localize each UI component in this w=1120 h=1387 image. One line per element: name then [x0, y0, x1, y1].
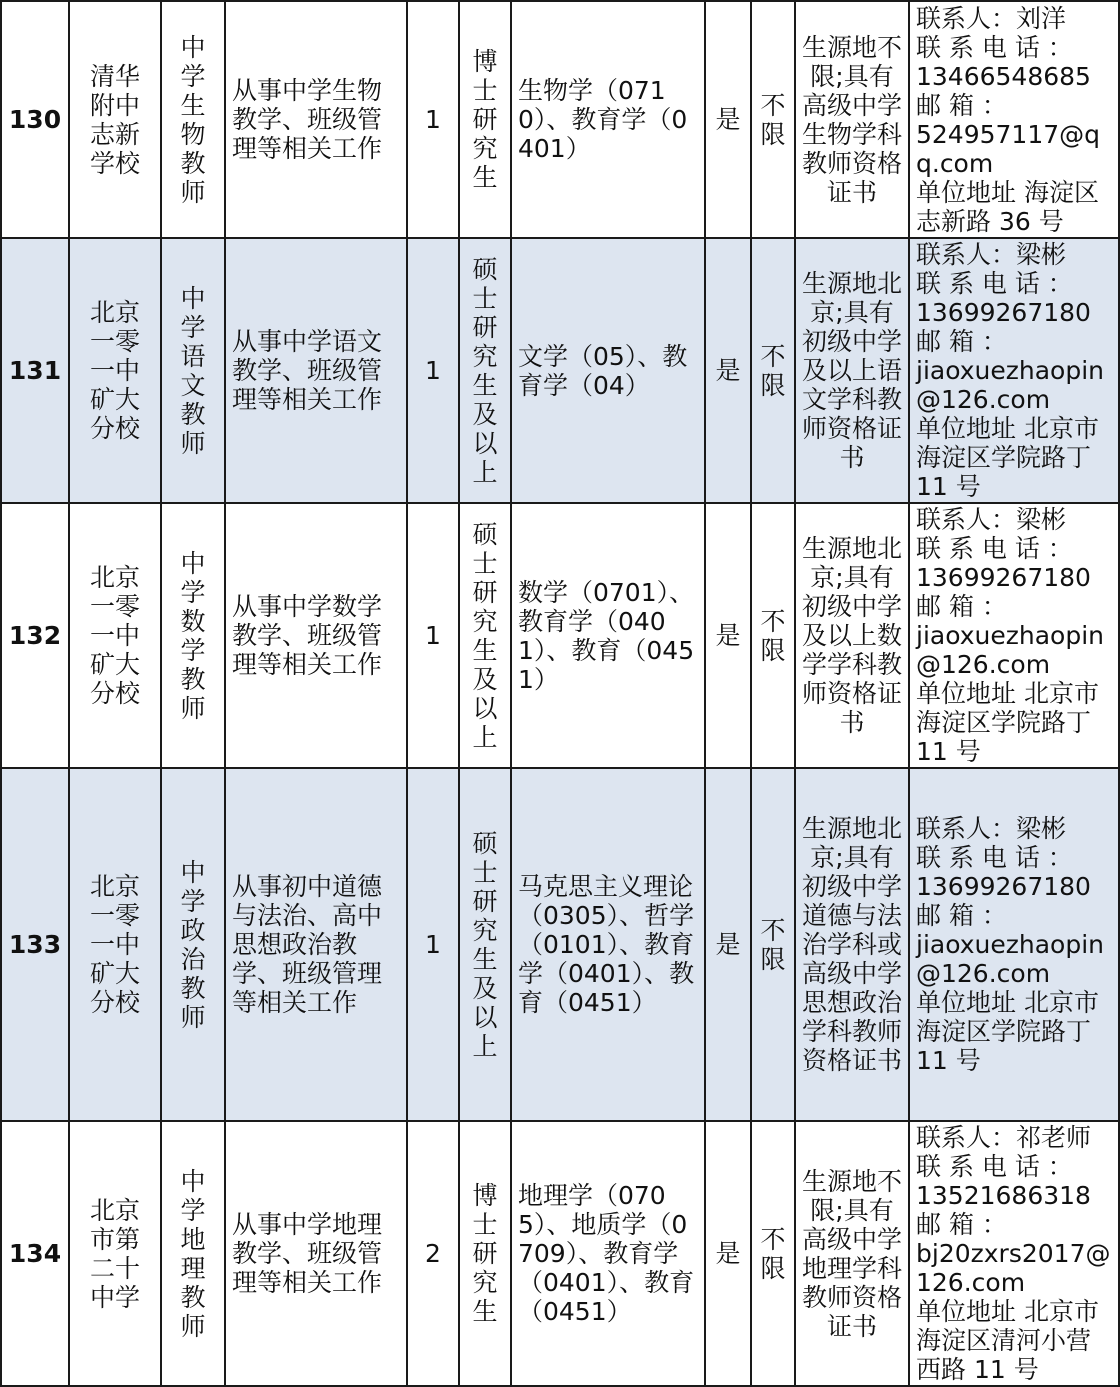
hire-count: 1 — [407, 503, 459, 768]
unit-address: 海淀区清河小营 — [916, 1326, 1092, 1355]
email-address: 524957117@q — [916, 119, 1101, 149]
age-limit: 不限 — [760, 1224, 786, 1283]
row-number: 133 — [1, 768, 69, 1121]
unit-address: 海淀区学院路丁 — [916, 1017, 1092, 1046]
job-duty: 从事初中道德与法治、高中思想政治教学、班级管理等相关工作 — [225, 768, 407, 1121]
unit-address: 志新路 36 号 — [916, 206, 1064, 236]
contact-info — [909, 768, 1119, 1121]
email-address: q.com — [916, 148, 994, 178]
unit-address: 单位地址 北京市 — [916, 988, 1099, 1017]
major-requirement: 马克思主义理论（0305）、哲学（0101）、教育学（0401）、教育（0451） — [511, 768, 705, 1121]
hire-count: 1 — [407, 768, 459, 1121]
education-level: 博士研究生 — [472, 47, 498, 192]
flag-value: 是 — [705, 238, 751, 503]
employer-unit: 北京市第二十中学 — [89, 1195, 140, 1312]
unit-address: 西路 11 号 — [916, 1355, 1039, 1384]
flag-value: 是 — [705, 768, 751, 1121]
other-requirement: 生源地北京;具有初级中学及以上数学学科教师资格证书 — [795, 503, 909, 768]
hire-count: 1 — [407, 238, 459, 503]
contact-person: 联系人：梁彬 — [916, 814, 1067, 843]
age-limit: 不限 — [760, 90, 786, 149]
job-duty: 从事中学地理教学、班级管理等相关工作 — [225, 1121, 407, 1386]
table-row — [1, 1, 1119, 238]
unit-address: 11 号 — [916, 472, 981, 501]
job-duty: 从事中学生物教学、班级管理等相关工作 — [225, 1, 407, 238]
unit-address: 单位地址 北京市 — [916, 679, 1099, 708]
unit-address: 单位地址 北京市 — [916, 414, 1099, 443]
hire-count: 2 — [407, 1121, 459, 1386]
position-name: 中学地理教师 — [180, 1166, 206, 1341]
flag-value: 是 — [705, 503, 751, 768]
education-level: 博士研究生 — [472, 1181, 498, 1326]
contact-person: 联系人：祁老师 — [916, 1123, 1092, 1152]
email-address: jiaoxuezhaopin — [916, 356, 1105, 385]
job-duty: 从事中学数学教学、班级管理等相关工作 — [225, 503, 407, 768]
position-name: 中学政治教师 — [180, 857, 206, 1032]
contact-person: 联系人：梁彬 — [916, 505, 1067, 534]
other-requirement: 生源地不限;具有高级中学生物学科教师资格证书 — [795, 1, 909, 238]
email-label: 邮 箱 ： — [916, 1210, 1007, 1239]
row-number: 132 — [1, 503, 69, 768]
phone-number: 13521686318 — [916, 1181, 1091, 1210]
email-address: @126.com — [916, 650, 1051, 679]
contact-info — [909, 238, 1119, 503]
hire-count: 1 — [407, 1, 459, 238]
employer-unit: 北京一零一中矿大分校 — [89, 298, 140, 443]
age-limit: 不限 — [760, 915, 786, 974]
education-level: 硕士研究生及以上 — [472, 828, 498, 1061]
unit-address: 单位地址 北京市 — [916, 1297, 1099, 1326]
education-level: 硕士研究生及以上 — [472, 519, 498, 752]
table-row — [1, 1121, 1119, 1386]
other-requirement: 生源地北京;具有初级中学道德与法治学科或高级中学思想政治学科教师资格证书 — [795, 768, 909, 1121]
age-limit: 不限 — [760, 606, 786, 665]
email-address: @126.com — [916, 959, 1051, 988]
unit-address: 单位地址 海淀区 — [916, 177, 1099, 207]
email-address: jiaoxuezhaopin — [916, 621, 1105, 650]
phone-label: 联 系 电 话 ： — [916, 269, 1073, 298]
major-requirement: 文学（05）、教育学（04） — [511, 238, 705, 503]
other-requirement: 生源地不限;具有高级中学地理学科教师资格证书 — [795, 1121, 909, 1386]
table-row — [1, 768, 1119, 1121]
unit-address: 海淀区学院路丁 — [916, 708, 1092, 737]
row-number: 131 — [1, 238, 69, 503]
education-level: 硕士研究生及以上 — [472, 254, 498, 487]
employer-unit: 北京一零一中矿大分校 — [89, 872, 140, 1017]
unit-address: 11 号 — [916, 1046, 981, 1075]
phone-number: 13466548685 — [916, 61, 1091, 91]
contact-person: 联系人：梁彬 — [916, 240, 1067, 269]
major-requirement: 数学（0701）、教育学（0401）、教育（0451） — [511, 503, 705, 768]
flag-value: 是 — [705, 1, 751, 238]
email-address: 126.com — [916, 1268, 1026, 1297]
contact-info — [909, 1121, 1119, 1386]
phone-label: 联 系 电 话 ： — [916, 843, 1073, 872]
position-name: 中学生物教师 — [180, 32, 206, 207]
position-name: 中学数学教师 — [180, 548, 206, 723]
employer-unit: 北京一零一中矿大分校 — [89, 563, 140, 708]
email-address: bj20zxrs2017@ — [916, 1239, 1111, 1268]
contact-person: 联系人：刘洋 — [916, 3, 1067, 33]
phone-label: 联 系 电 话 ： — [916, 32, 1073, 62]
email-address: jiaoxuezhaopin — [916, 930, 1105, 959]
unit-address: 海淀区学院路丁 — [916, 443, 1092, 472]
row-number: 134 — [1, 1121, 69, 1386]
email-label: 邮 箱 ： — [916, 90, 1007, 120]
email-label: 邮 箱 ： — [916, 592, 1007, 621]
contact-info — [909, 1, 1119, 238]
contact-info — [909, 503, 1119, 768]
flag-value: 是 — [705, 1121, 751, 1386]
position-name: 中学语文教师 — [180, 283, 206, 458]
age-limit: 不限 — [760, 341, 786, 400]
email-address: @126.com — [916, 385, 1051, 414]
phone-number: 13699267180 — [916, 563, 1091, 592]
email-label: 邮 箱 ： — [916, 327, 1007, 356]
unit-address: 11 号 — [916, 737, 981, 766]
employer-unit: 清华附中志新学校 — [89, 61, 140, 178]
table-row — [1, 503, 1119, 768]
phone-number: 13699267180 — [916, 872, 1091, 901]
phone-number: 13699267180 — [916, 298, 1091, 327]
major-requirement: 生物学（0710）、教育学（0401） — [511, 1, 705, 238]
major-requirement: 地理学（0705）、地质学（0709）、教育学（0401）、教育（0451） — [511, 1121, 705, 1386]
phone-label: 联 系 电 话 ： — [916, 534, 1073, 563]
table-row — [1, 238, 1119, 503]
email-label: 邮 箱 ： — [916, 901, 1007, 930]
row-number: 130 — [1, 1, 69, 238]
job-duty: 从事中学语文教学、班级管理等相关工作 — [225, 238, 407, 503]
phone-label: 联 系 电 话 ： — [916, 1152, 1073, 1181]
other-requirement: 生源地北京;具有初级中学及以上语文学科教师资格证书 — [795, 238, 909, 503]
